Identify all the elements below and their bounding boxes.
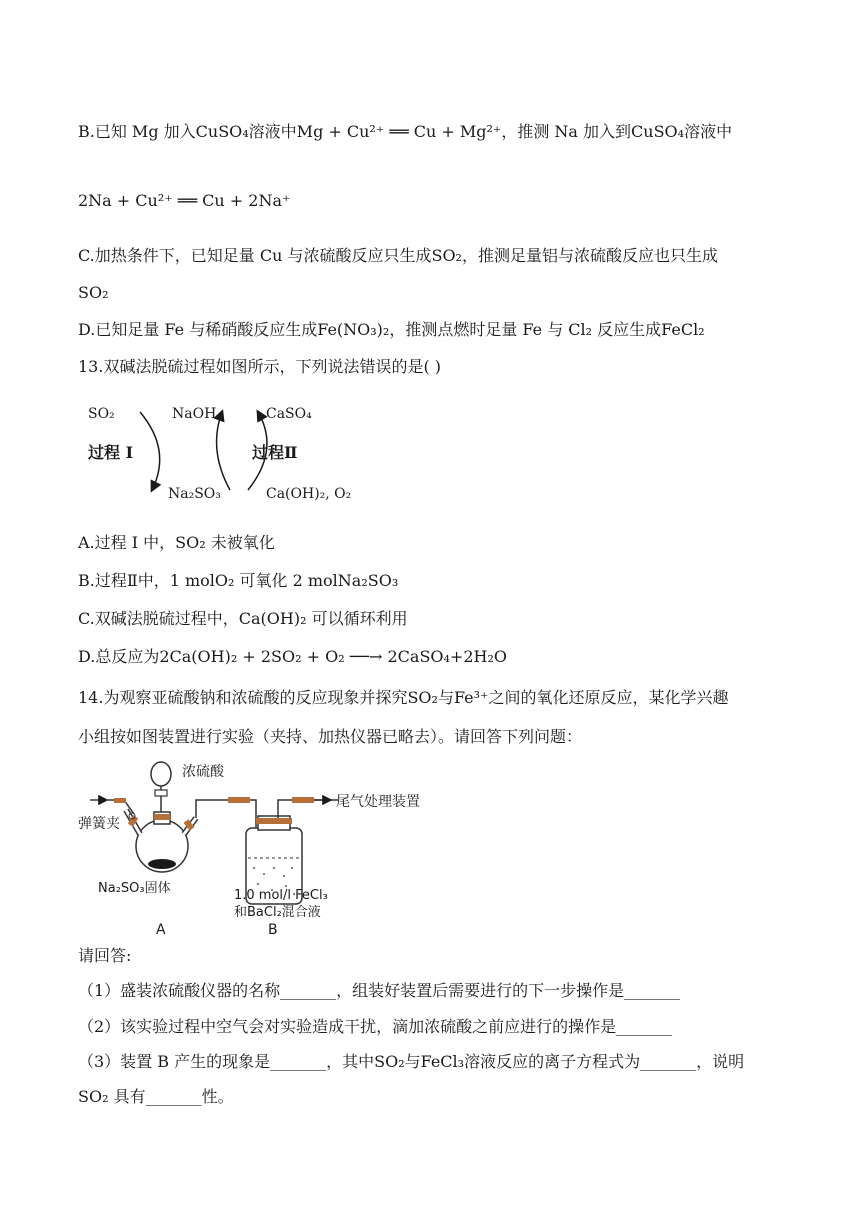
q12-option-b-line1: B.已知 Mg 加入CuSO₄溶液中Mg + Cu²⁺ ══ Cu + Mg²⁺，推测 Na 加入到CuSO₄溶液中: [78, 122, 733, 141]
funnel-stopcock: [155, 790, 167, 796]
q14-part3-line1: （3）装置 B 产生的现象是_______，其中SO₂与FeCl₃溶液反应的离子方程式为_______，说明: [78, 1052, 745, 1071]
q12-option-c-line1: C.加热条件下，已知足量 Cu 与浓硫酸反应只生成SO₂，推测足量铝与浓硫酸反应也只生成: [78, 246, 718, 265]
solution-label-line1: 1.0 mol/l FeCl₃: [234, 888, 328, 903]
q14-apparatus-diagram: [78, 756, 448, 938]
diagram-caso4-label: CaSO₄: [266, 406, 312, 422]
apparatus-a-label: A: [156, 922, 166, 938]
q14-part2: （2）该实验过程中空气会对实验造成干扰，滴加浓硫酸之前应进行的操作是_______: [78, 1017, 673, 1036]
conc-acid-label: 浓硫酸: [182, 764, 224, 780]
q14-part3-line2: SO₂ 具有_______性。: [78, 1087, 234, 1106]
diagram-process1-label: 过程 I: [88, 443, 134, 462]
q12-option-b-line2: 2Na + Cu²⁺ ══ Cu + 2Na⁺: [78, 191, 291, 210]
diagram-naoh-label: NaOH: [172, 406, 217, 422]
q14-stem-line1: 14.为观察亚硫酸钠和浓硫酸的反应现象并探究SO₂与Fe³⁺之间的氧化还原反应，某化学兴趣: [78, 688, 729, 707]
clamp-label: 弹簧夹: [78, 816, 120, 832]
diagram-process2-label: 过程Ⅱ: [252, 443, 298, 462]
q13-option-c: C.双碱法脱硫过程中，Ca(OH)₂ 可以循环利用: [78, 609, 408, 628]
answer-prompt: 请回答:: [78, 946, 132, 965]
q12-option-d: D.已知足量 Fe 与稀硝酸反应生成Fe(NO₃)₂，推测点燃时足量 Fe 与 Cl₂ 反应生成FeCl₂: [78, 320, 705, 339]
q13-double-alkali-diagram: [80, 398, 380, 514]
solution-label-line2: 和BaCl₂混合液: [234, 905, 321, 920]
apparatus-b-label: B: [268, 922, 278, 938]
tail-gas-label: 尾气处理装置: [336, 794, 420, 810]
diagram-so2-label: SO₂: [88, 406, 115, 422]
q12-option-c-line2: SO₂: [78, 283, 109, 302]
q14-stem-line2: 小组按如图装置进行实验（夹持、加热仪器已略去）。请回答下列问题：: [78, 727, 583, 746]
na2so3-solid: [148, 859, 176, 869]
separatory-funnel: [151, 762, 171, 786]
diagram-na2so3-label: Na₂SO₃: [168, 486, 221, 502]
diagram-caoh2-o2-label: Ca(OH)₂, O₂: [266, 486, 352, 502]
process2-arrow-left: [217, 412, 230, 490]
q13-stem: 13.双碱法脱硫过程如图所示，下列说法错误的是( ): [78, 357, 442, 376]
q13-option-a: A.过程 I 中，SO₂ 未被氧化: [78, 533, 275, 552]
process1-arrow: [140, 412, 160, 490]
q13-option-b: B.过程Ⅱ中，1 molO₂ 可氧化 2 molNa₂SO₃: [78, 571, 399, 590]
q14-part1: （1）盛装浓硫酸仪器的名称_______，组装好装置后需要进行的下一步操作是_______: [78, 981, 681, 1000]
q13-option-d: D.总反应为2Ca(OH)₂ + 2SO₂ + O₂ ──→ 2CaSO₄+2H₂O: [78, 647, 508, 666]
na2so3-solid-label: Na₂SO₃固体: [98, 881, 171, 896]
